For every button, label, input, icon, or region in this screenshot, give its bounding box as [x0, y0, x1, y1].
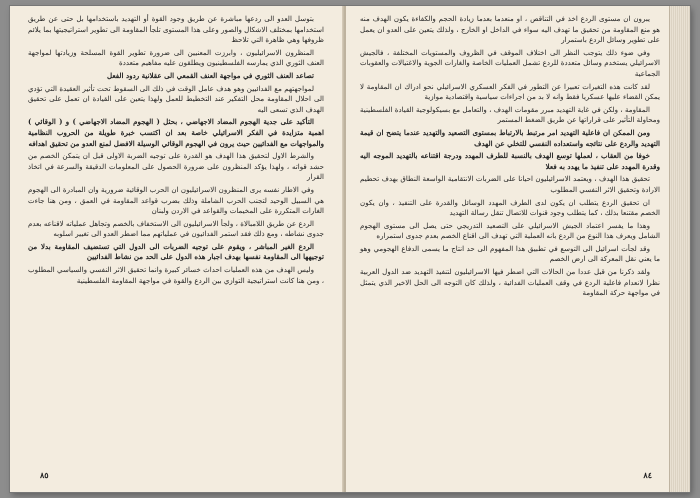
- section-heading: ومن الممكن ان فاعلية التهديد امر مرتبط بالارتباط بمستوى التصعيد والتهديد عندما يتضح ان قيمة التهديد والردع على نتائجه واستعداده النفسي للتخلي عن الهدف: [360, 127, 660, 148]
- paragraph: لقد كانت هذه التغيرات تعبيرا عن التطور في الفكر العسكري الاسرائيلي نحو ادراك ان المقاومة لا يمكن القضاء عليها عسكريا فقط وانه لا بد من اجراءات سياسية واقتصادية موازية: [360, 81, 660, 102]
- paragraph: والشرط الاول لتحقيق هذا الهدف هو القدرة على توجيه الضربة الاولى قبل ان يتمكن الخصم من حشد قواته ، ولهذا يؤكد المنظرون على ضرورة الحصول على المعلومات الدقيقة والسرعة في اتخاذ القرار: [28, 151, 324, 182]
- left-page: [10, 6, 345, 492]
- paragraph: ان تحقيق الردع يتطلب ان يكون لدى الطرف المهدد الوسائل والقدرة على التنفيذ ، وان يكون الخصم مقتنعا بذلك ، كما يتطلب وجود قنوات للاتصال تنقل رسالة التهديد: [360, 197, 660, 218]
- paragraph: ولقد ذكرنا من قبل عددا من الحالات التي اضطر فيها الاسرائيليون لتنفيذ التهديد ضد الدول العربية نظرا لانعدام فاعلية الردع في وقف العمليات الفدائية ، ولذلك كان التوجه الى الحل الاخير الذي يتمثل في مواجهة حركة المقاومة: [360, 267, 660, 298]
- paragraph: وفي ضوء ذلك يتوجب النظر الى اختلاف الموقف في الظروف والمستويات المختلفة ، فالجيش الاسرائيلي يستخدم وسائل متعددة للردع تشمل العمليات الخاصة والغارات الجوية والاغتيالات والعقوبات الجماعية: [360, 47, 660, 78]
- page-number: ٨٥: [40, 470, 49, 480]
- right-page-text: [360, 14, 660, 301]
- paragraph: تحقيق هذا الهدف ، ويعتمد الاسرائيليون احيانا على الضربات الانتقامية الواسعة النطاق بهدف تحطيم الارادة وتحقيق الاثر النفسي المطلوب: [360, 174, 660, 194]
- section-heading: تصاعد العنف الثوري في مواجهة العنف القمعي الى عقلانية ردود الفعل: [107, 70, 314, 80]
- paragraph: بتوسل العدو الى ردعها مباشرة عن طريق وجود القوة أو التهديد باستخدامها بل حتى عن طريق استخدامها بمختلف الاشكال والصور وعلى هذا المستوى تلجأ المقاومة الى تطوير استراتيجيتها بما يلائم ظروفها وهي ظاهرة التي تلاحظ: [28, 14, 324, 45]
- section-heading: الردع الغير المباشر ، ويقوم على توجيه الضربات الى الدول التي تستضيف المقاومة بدلا من توجيهها الى المقاومة نفسها بهدف اجبار هذه الدول على الحد من نشاط الفدائيين: [28, 241, 324, 262]
- paragraph: لمواجهتهم مع الفدائيين وهو هدف عامل الوقت في ذلك الى السقوط تحت تأثير العقيدة التي تؤدي الى احلال المقاومة محل التفكير عند التخطيط للعمل ولهذا يتعين على القيادة ان تعمل على تحقيق الهدف الذي تسعى اليه: [28, 83, 324, 114]
- section-heading: التأكيد على جدية الهجوم المضاد الاجهاضي ، بحثل ( الهجوم المضاد الاجهاضي ) و ( الوقائي ) اهمية متزايدة في الفكر الاسرائيلي خاصة بعد ان اكتسب خبرة طويلة من الحروب النظامية والمواجهات مع الفدائيين حيث يرون في الهجوم الوقائي الوسيلة الافضل لمنع العدو من تحقيق اهدافه: [28, 117, 324, 148]
- page-edges: [669, 6, 690, 492]
- paragraph: وقد لجأت اسرائيل الى التوسع في تطبيق هذا المفهوم الى حد انتاج ما يسمى الدفاع الهجومي وهو ما يعني نقل المعركة الى ارض الخصم: [360, 243, 660, 264]
- paragraph: المقاومة ، ولكن في غاية التهديد مبرر مقومات الهدف ، والتعامل مع بسيكولوجية القيادة الفلسطينية ومحاولة التأثير على قراراتها عن طريق الضغط المستمر: [360, 104, 660, 125]
- paragraph: وفي الاطار نفسه يرى المنظرون الاسرائيليون ان الحرب الوقائية ضرورية وان المبادرة الى الهجوم هي السبيل الوحيد لتجنب الحرب الشاملة وذلك بضرب قواعد المقاومة في العمق ، ومن هنا جاءت الغارات المتكررة على المخيمات والقواعد في الاردن ولبنان: [28, 184, 324, 216]
- paragraph: وليس الهدف من هذه العمليات احداث خسائر كبيرة وانما تحقيق الاثر النفسي والسياسي المطلوب ، ومن هنا كانت استراتيجية التوازي بين الردع والقوة في مواجهة المقاومة الفلسطينية: [28, 265, 324, 285]
- open-book: [10, 6, 690, 492]
- section-heading: خوفا من العقاب ، لعملها توسع الهدف بالنسبة للطرف المهدد ودرجة اقتناعه بالتهديد الموجه اليه وقدرة المهدد على تنفيذ ما يهدد به فعلا: [360, 151, 660, 171]
- left-page-text: [28, 14, 324, 288]
- paragraph: الردع عن طريق اللامبالاة ، ولجأ الاسرائيليون الى الاستخفاف بالخصم وتجاهل عملياته لاقناعه بعدم جدوى نشاطه ، ومع ذلك فقد استمر الفدائيون في عملياتهم مما اضطر العدو الى تغيير اسلوبه: [28, 218, 324, 239]
- paragraph: يبرون ان مستوى الردع اخذ في التناقص ، او منعدما بعدما زيادة الحجم والكفاءة يكون الهدف منه هو منع المقاومة من تحقيق ما تهدف اليه سواء في الداخل او الخارج ، ولذلك يتعين على العدو ان يعمل على تطوير وسائل الردع باستمرار: [360, 14, 660, 45]
- page-number: ٨٤: [643, 470, 652, 480]
- paragraph: وهذا ما يفسر اعتماد الجيش الاسرائيلي على التصعيد التدريجي حتى يصل الى مستوى الهجوم الشامل ويعرف هذا النوع من الردع بانه العملية التي تهدف الى اقناع الخصم بعدم جدوى استمراره: [360, 220, 660, 241]
- paragraph: المنظرون الاسرائيليون ، وابرزت المعنيين الى ضرورة تطوير القوة المسلحة وزيادتها لمواجهة العنف الثوري الذي يمارسه الفلسطينيون ويطلقون عليه مفاهيم متعددة: [28, 47, 324, 68]
- right-page: [346, 6, 690, 492]
